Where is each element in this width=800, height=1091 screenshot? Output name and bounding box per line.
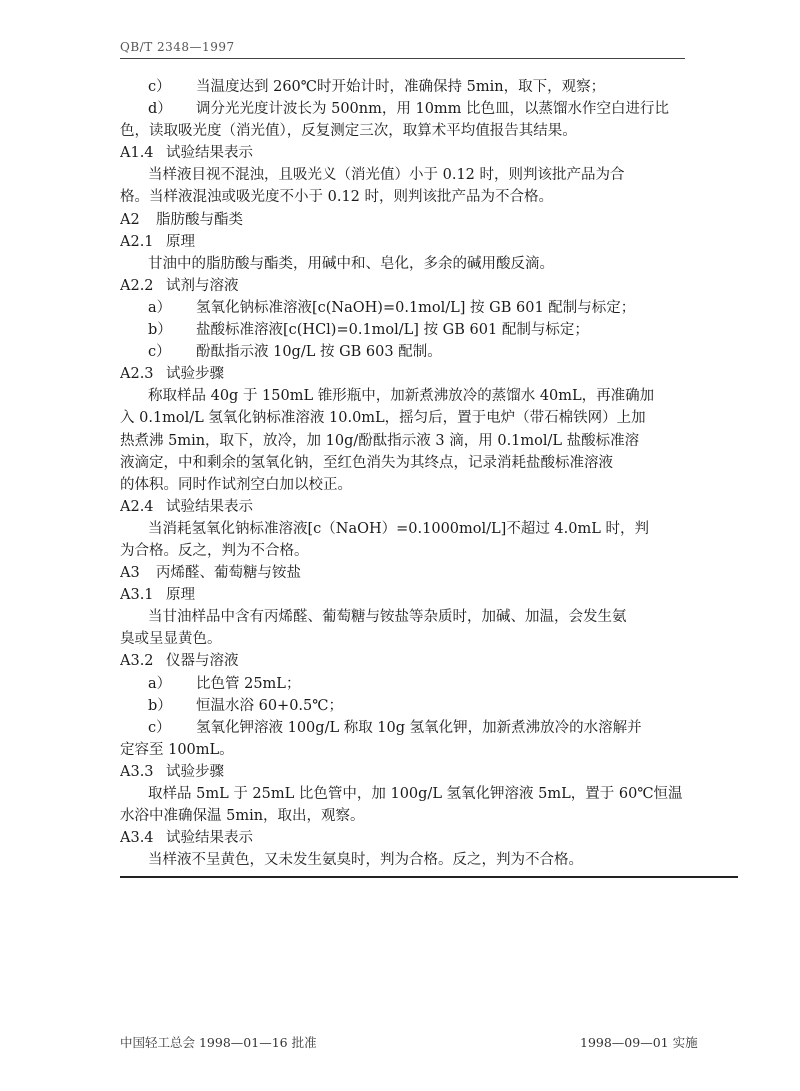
section-number: A3.1: [120, 587, 154, 604]
paragraph-line: 臭或呈显黄色。: [120, 631, 222, 648]
section-title: 试验结果表示: [166, 145, 253, 162]
paragraph-line: 入 0.1mol/L 氢氧化钠标准溶液 10.0mL，摇匀后，置于电炉（带石棉铁网）上加: [120, 410, 646, 427]
list-item-text: 氢氧化钠标准溶液[c(NaOH)=0.1mol/L] 按 GB 601 配制与标定；: [196, 299, 636, 316]
section-number: A1.4: [120, 145, 154, 162]
section-title: 原理: [166, 587, 195, 604]
list-item: [120, 297, 685, 319]
section-heading: [120, 562, 685, 584]
paragraph-line: 当消耗氢氧化钠标准溶液[c（NaOH）=0.1000mol/L]不超过 4.0mL 时，判: [148, 520, 649, 537]
section-title: 试验步骤: [166, 763, 224, 780]
list-item-label: b）: [148, 697, 172, 714]
list-item: [120, 98, 685, 120]
section-number: A3.2: [120, 653, 154, 670]
section-title: 试验结果表示: [166, 498, 253, 515]
list-item-label: d）: [148, 101, 172, 118]
paragraph-line: 当样液目视不混浊，且吸光义（消光值）小于 0.12 时，则判该批产品为合: [148, 167, 625, 184]
section-heading: [120, 650, 685, 672]
footer-rule: [120, 876, 738, 878]
list-item-text: 酚酞指示液 10g/L 按 GB 603 配制。: [196, 344, 442, 361]
list-item-label: a）: [148, 299, 172, 316]
paragraph-line: 称取样品 40g 于 150mL 锥形瓶中，加新煮沸放冷的蒸馏水 40mL，再准确加: [148, 388, 655, 405]
section-heading: [120, 363, 685, 385]
paragraph-line: 格。当样液混浊或吸光度不小于 0.12 时，则判该批产品为不合格。: [120, 189, 554, 206]
section-title: 原理: [166, 233, 195, 250]
list-item: [120, 717, 685, 739]
section-heading: [120, 142, 685, 164]
list-item: [120, 673, 685, 695]
paragraph-line: 热煮沸 5min，取下，放冷，加 10g/酚酞指示液 3 滴，用 0.1mol/L 盐酸标准溶: [120, 432, 640, 449]
section-heading: [120, 761, 685, 783]
section-title: 脂肪酸与酯类: [156, 211, 243, 228]
list-item-text: 盐酸标准溶液[c(HCl)=0.1mol/L] 按 GB 601 配制与标定；: [196, 322, 589, 339]
section-heading: [120, 584, 685, 606]
section-title: 试验步骤: [166, 366, 224, 383]
list-item-label: b）: [148, 322, 172, 339]
list-item-text: 比色管 25mL；: [196, 675, 301, 692]
paragraph-line: 甘油中的脂肪酸与酯类，用碱中和、皂化，多余的碱用酸反滴。: [148, 255, 554, 272]
section-heading: [120, 231, 685, 253]
section-heading: [120, 496, 685, 518]
header-rule: [120, 58, 685, 59]
list-item-label: a）: [148, 675, 172, 692]
list-item-label: c）: [148, 79, 171, 95]
implementation-date: 1998—09—01 实施: [580, 1035, 698, 1050]
section-heading: [120, 209, 685, 231]
list-item: [120, 695, 685, 717]
paragraph-line: 取样品 5mL 于 25mL 比色管中，加 100g/L 氢氧化钾溶液 5mL，置于 60℃恒温: [148, 786, 683, 802]
section-heading: [120, 275, 685, 297]
section-number: A2.4: [120, 498, 154, 515]
approval-date: 中国轻工总会 1998—01—16 批准: [120, 1035, 317, 1050]
section-number: A2.1: [120, 233, 154, 250]
paragraph-line: 水浴中准确保温 5min，取出，观察。: [120, 808, 365, 825]
standard-code: QB/T 2348—1997: [120, 40, 235, 54]
list-item-label: c）: [148, 344, 171, 361]
paragraph-line: 液滴定，中和剩余的氢氧化钠，至红色消失为其终点，记录消耗盐酸标准溶液: [120, 454, 613, 471]
paragraph-line: 定容至 100mL。: [120, 741, 234, 758]
list-item-label: c）: [148, 719, 171, 736]
list-item: [120, 341, 685, 363]
section-heading: [120, 827, 685, 849]
list-item-text: 当温度达到 260℃时开始计时，准确保持 5min，取下，观察；: [196, 79, 606, 95]
section-title: 试验结果表示: [166, 830, 253, 847]
section-number: A2.3: [120, 366, 154, 383]
list-item: [120, 319, 685, 341]
list-item-text: 调分光光度计波长为 500nm，用 10mm 比色皿，以蒸馏水作空白进行比: [196, 101, 670, 118]
paragraph-line: 的体积。同时作试剂空白加以校正。: [120, 476, 352, 493]
list-item-text: 恒温水浴 60+0.5℃；: [196, 697, 343, 714]
document-body: [120, 76, 685, 871]
section-number: A2: [120, 211, 140, 228]
section-number: A3: [120, 565, 140, 582]
section-title: 丙烯醛、葡萄糖与铵盐: [156, 565, 301, 582]
list-item-text: 氢氧化钾溶液 100g/L 称取 10g 氢氧化钾，加新煮沸放冷的水溶解并: [196, 719, 642, 736]
paragraph-line: 为合格。反之，判为不合格。: [120, 542, 309, 559]
section-title: 仪器与溶液: [166, 653, 239, 670]
list-item: [120, 76, 685, 98]
section-number: A3.3: [120, 763, 154, 780]
section-title: 试剂与溶液: [166, 277, 239, 294]
section-number: A2.2: [120, 277, 154, 294]
paragraph-line: 当甘油样品中含有丙烯醛、葡萄糖与铵盐等杂质时，加碱、加温，会发生氨: [148, 609, 627, 626]
paragraph-line: 当样液不呈黄色，又未发生氨臭时，判为合格。反之，判为不合格。: [148, 852, 583, 869]
section-number: A3.4: [120, 830, 154, 847]
paragraph-line: 色，读取吸光度（消光值），反复测定三次，取算术平均值报告其结果。: [120, 123, 577, 140]
